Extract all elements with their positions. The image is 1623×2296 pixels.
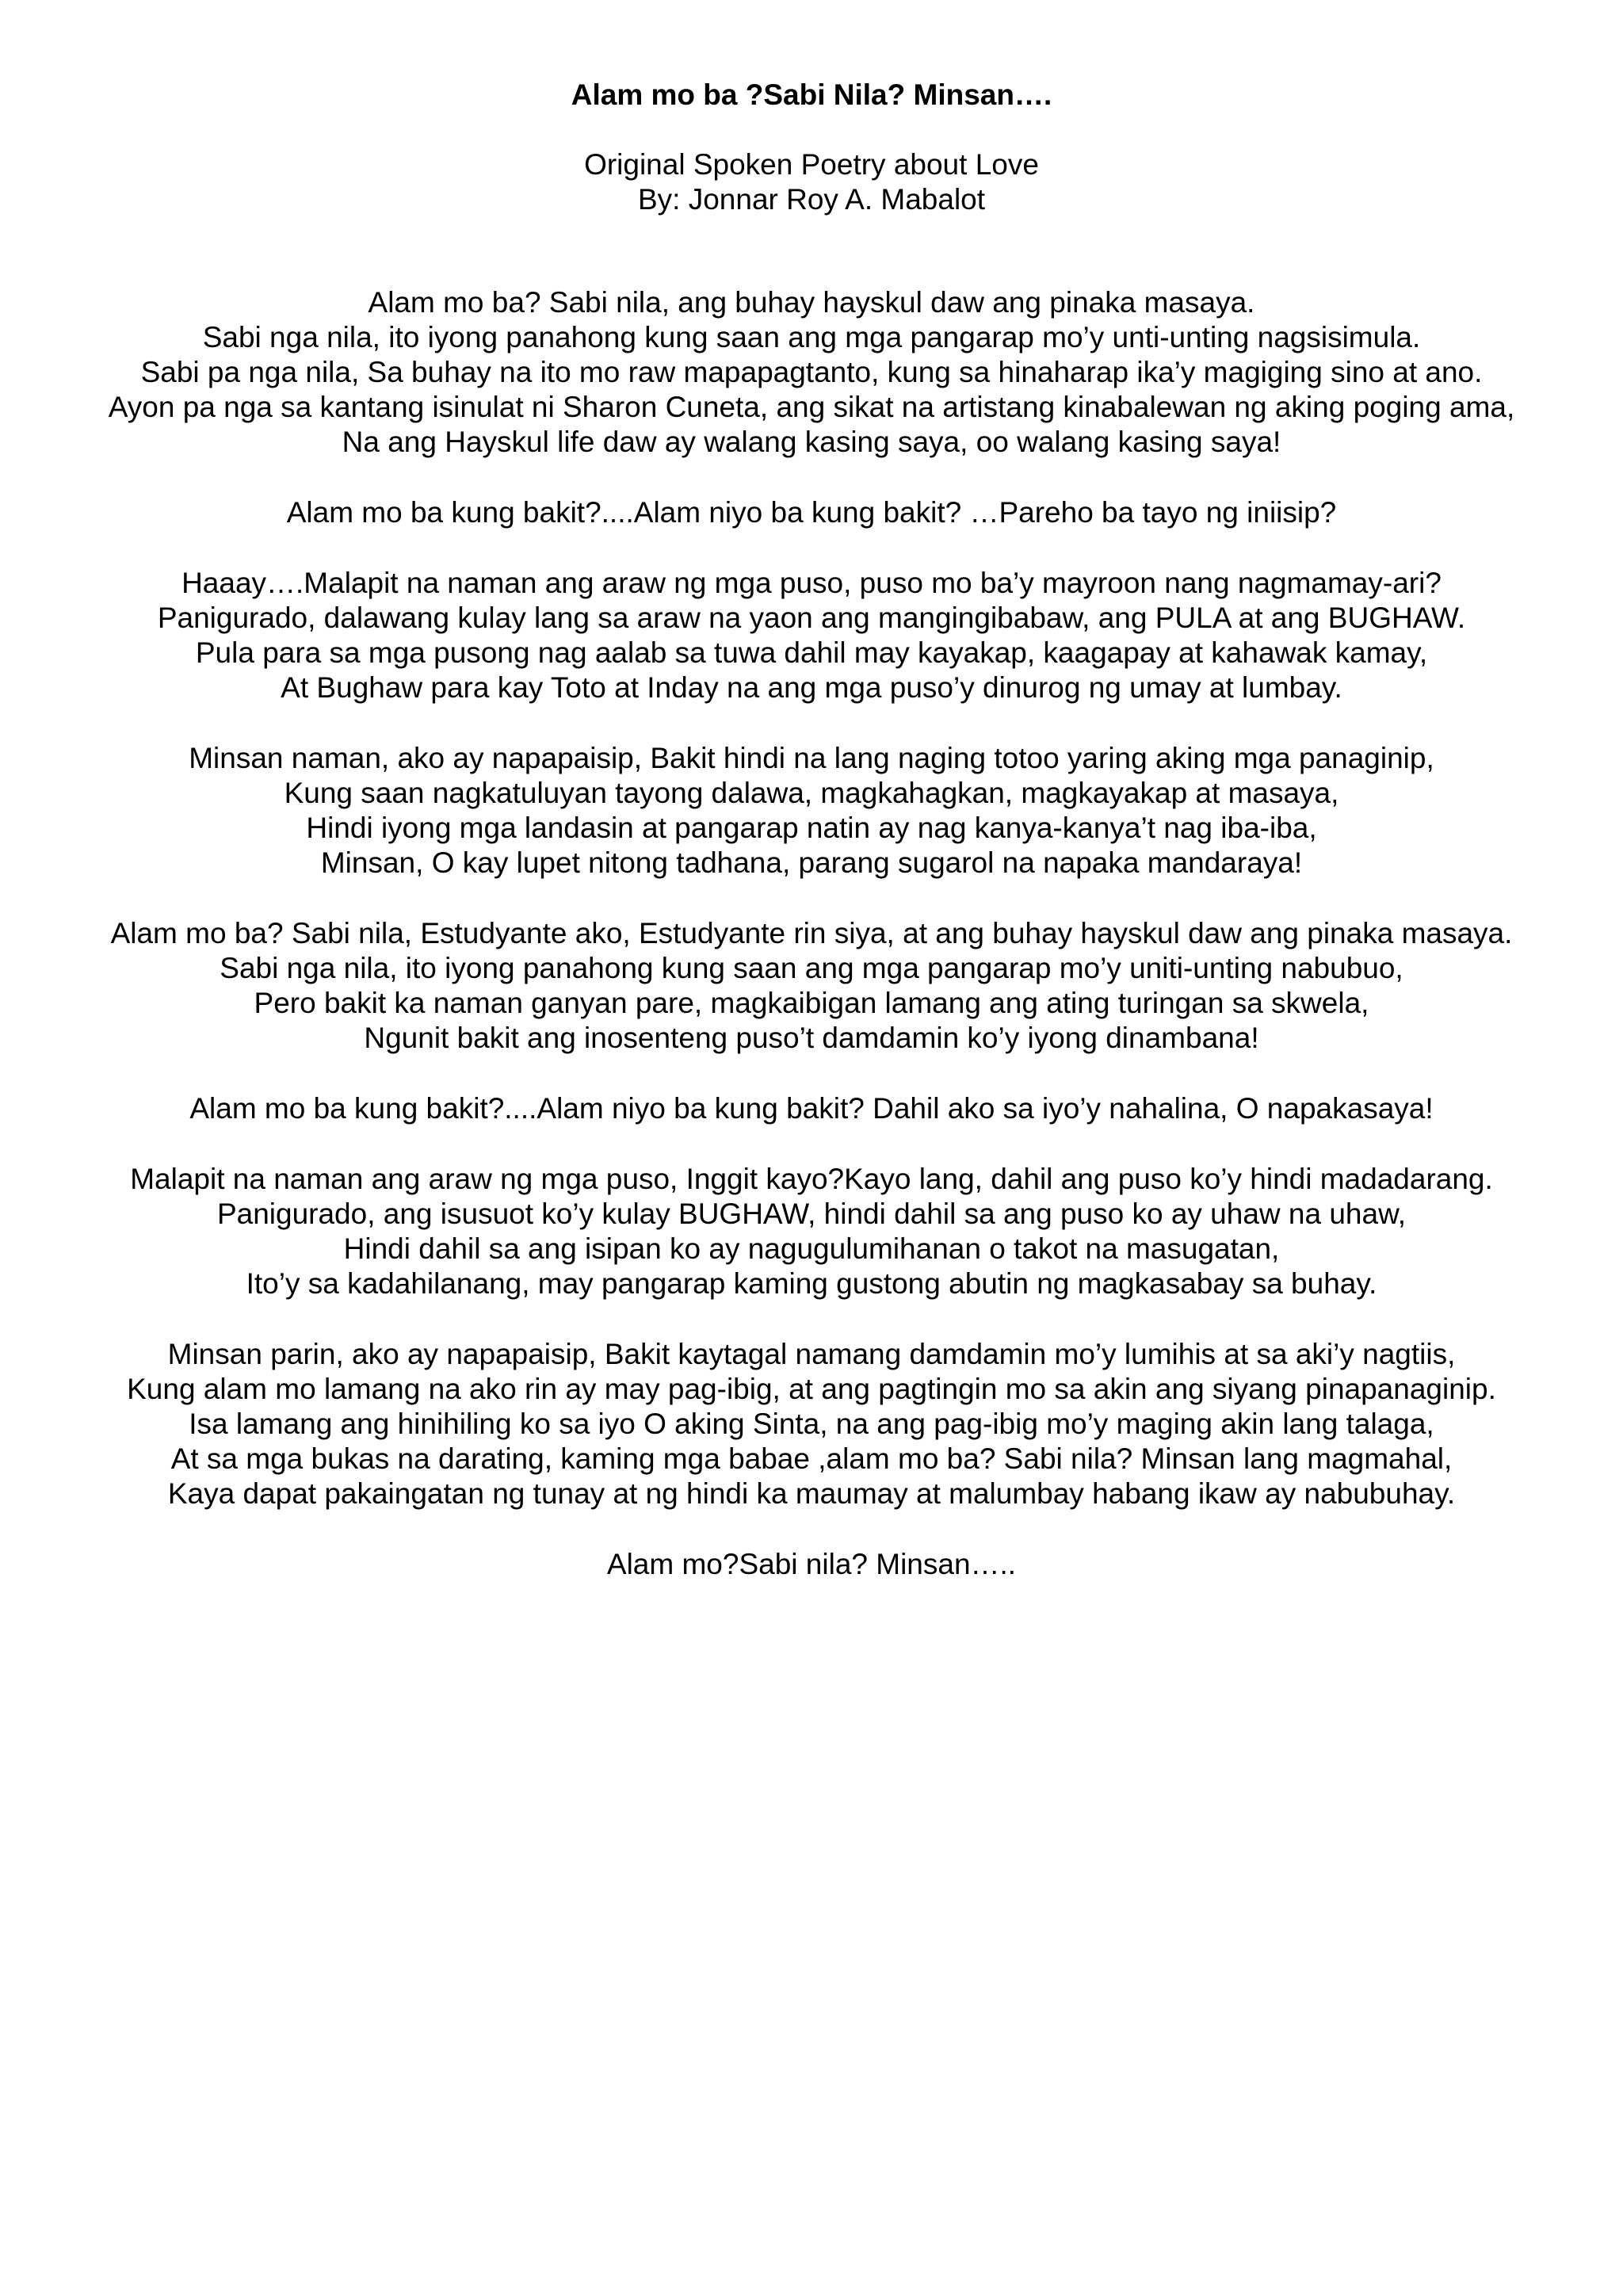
poem-line: Alam mo ba kung bakit?....Alam niyo ba kung bakit? Dahil ako sa iyo’y nahalina, O napakasaya! xyxy=(189,1092,1434,1125)
poem-line: Ngunit bakit ang inosenteng puso’t damdamin ko’y iyong dinambana! xyxy=(364,1022,1259,1054)
stanza xyxy=(0,1337,1623,1511)
stanza xyxy=(0,1547,1623,1582)
poem-line: Kung alam mo lamang na ako rin ay may pag-ibig, at ang pagtingin mo sa akin ang siyang pinapanaginip. xyxy=(127,1373,1496,1405)
poem-line: Sabi pa nga nila, Sa buhay na ito mo raw mapapagtanto, kung sa hinaharap ika’y magiging sino at ano. xyxy=(140,356,1483,388)
stanza xyxy=(0,1091,1623,1126)
poem-line: Alam mo ba? Sabi nila, Estudyante ako, Estudyante rin siya, at ang buhay hayskul daw ang pinaka masaya. xyxy=(110,917,1513,949)
stanza xyxy=(0,566,1623,705)
poem-line: Hindi dahil sa ang isipan ko ay nagugulumihanan o takot na masugatan, xyxy=(343,1232,1280,1265)
poem-line: Na ang Hayskul life daw ay walang kasing saya, oo walang kasing saya! xyxy=(342,426,1281,458)
poem-line: Minsan naman, ako ay napapaisip, Bakit hindi na lang naging totoo yaring aking mga panaginip, xyxy=(189,742,1434,774)
poem-line: Haaay….Malapit na naman ang araw ng mga puso, puso mo ba’y mayroon nang nagmamay-ari? xyxy=(181,567,1442,599)
poem-body xyxy=(0,285,1623,1618)
poem-line: Kaya dapat pakaingatan ng tunay at ng hindi ka maumay at malumbay habang ikaw ay nabubuhay. xyxy=(167,1477,1456,1510)
poem-line: At Bughaw para kay Toto at Inday na ang mga puso’y dinurog ng umay at lumbay. xyxy=(281,671,1342,704)
poem-line: Alam mo?Sabi nila? Minsan….. xyxy=(606,1548,1017,1580)
stanza xyxy=(0,1162,1623,1301)
poem-description: Original Spoken Poetry about Love xyxy=(584,148,1039,181)
poem-title: Alam mo ba ?Sabi Nila? Minsan…. xyxy=(571,78,1052,111)
poem-line: Pula para sa mga pusong nag aalab sa tuwa dahil may kayakap, kaagapay at kahawak kamay, xyxy=(195,636,1428,669)
poem-line: At sa mga bukas na darating, kaming mga babae ,alam mo ba? Sabi nila? Minsan lang magmahal, xyxy=(170,1442,1453,1475)
poem-line: Kung saan nagkatuluyan tayong dalawa, magkahagkan, magkayakap at masaya, xyxy=(284,777,1339,809)
poem-line: Alam mo ba? Sabi nila, ang buhay hayskul daw ang pinaka masaya. xyxy=(368,286,1255,319)
poem-line: Pero bakit ka naman ganyan pare, magkaibigan lamang ang ating turingan sa skwela, xyxy=(254,987,1369,1019)
poem-line: Panigurado, dalawang kulay lang sa araw na yaon ang mangingibabaw, ang PULA at ang BUGHAW. xyxy=(157,602,1466,634)
poem-line: Ayon pa nga sa kantang isinulat ni Sharon Cuneta, ang sikat na artistang kinabalewan ng aking poging ama, xyxy=(108,391,1515,423)
poem-line: Hindi iyong mga landasin at pangarap natin ay nag kanya-kanya’t nag iba-iba, xyxy=(306,812,1317,844)
poem-line: Panigurado, ang isusuot ko’y kulay BUGHAW, hindi dahil sa ang puso ko ay uhaw na uhaw, xyxy=(216,1198,1407,1230)
poem-line: Minsan, O kay lupet nitong tadhana, parang sugarol na napaka mandaraya! xyxy=(320,846,1303,879)
poem-line: Sabi nga nila, ito iyong panahong kung saan ang mga pangarap mo’y uniti-unting nabubuo, xyxy=(220,952,1403,984)
poem-line: Malapit na naman ang araw ng mga puso, Inggit kayo?Kayo lang, dahil ang puso ko’y hindi madadarang. xyxy=(130,1163,1493,1195)
poem-subtitle xyxy=(0,147,1623,217)
stanza xyxy=(0,285,1623,460)
stanza xyxy=(0,916,1623,1056)
poem-line: Ito’y sa kadahilanang, may pangarap kaming gustong abutin ng magkasabay sa buhay. xyxy=(246,1267,1377,1300)
stanza xyxy=(0,495,1623,530)
poem-line: Isa lamang ang hinihiling ko sa iyo O aking Sinta, na ang pag-ibig mo’y maging akin lang talaga, xyxy=(189,1408,1434,1440)
stanza xyxy=(0,741,1623,881)
poem-line: Alam mo ba kung bakit?....Alam niyo ba kung bakit? …Pareho ba tayo ng iniisip? xyxy=(286,496,1337,529)
poem-line: Minsan parin, ako ay napapaisip, Bakit kaytagal namang damdamin mo’y lumihis at sa aki’y nagtiis, xyxy=(167,1338,1456,1370)
poem-author: By: Jonnar Roy A. Mabalot xyxy=(637,183,986,216)
poem-line: Sabi nga nila, ito iyong panahong kung saan ang mga pangarap mo’y unti-unting nagsisimula. xyxy=(202,321,1421,353)
